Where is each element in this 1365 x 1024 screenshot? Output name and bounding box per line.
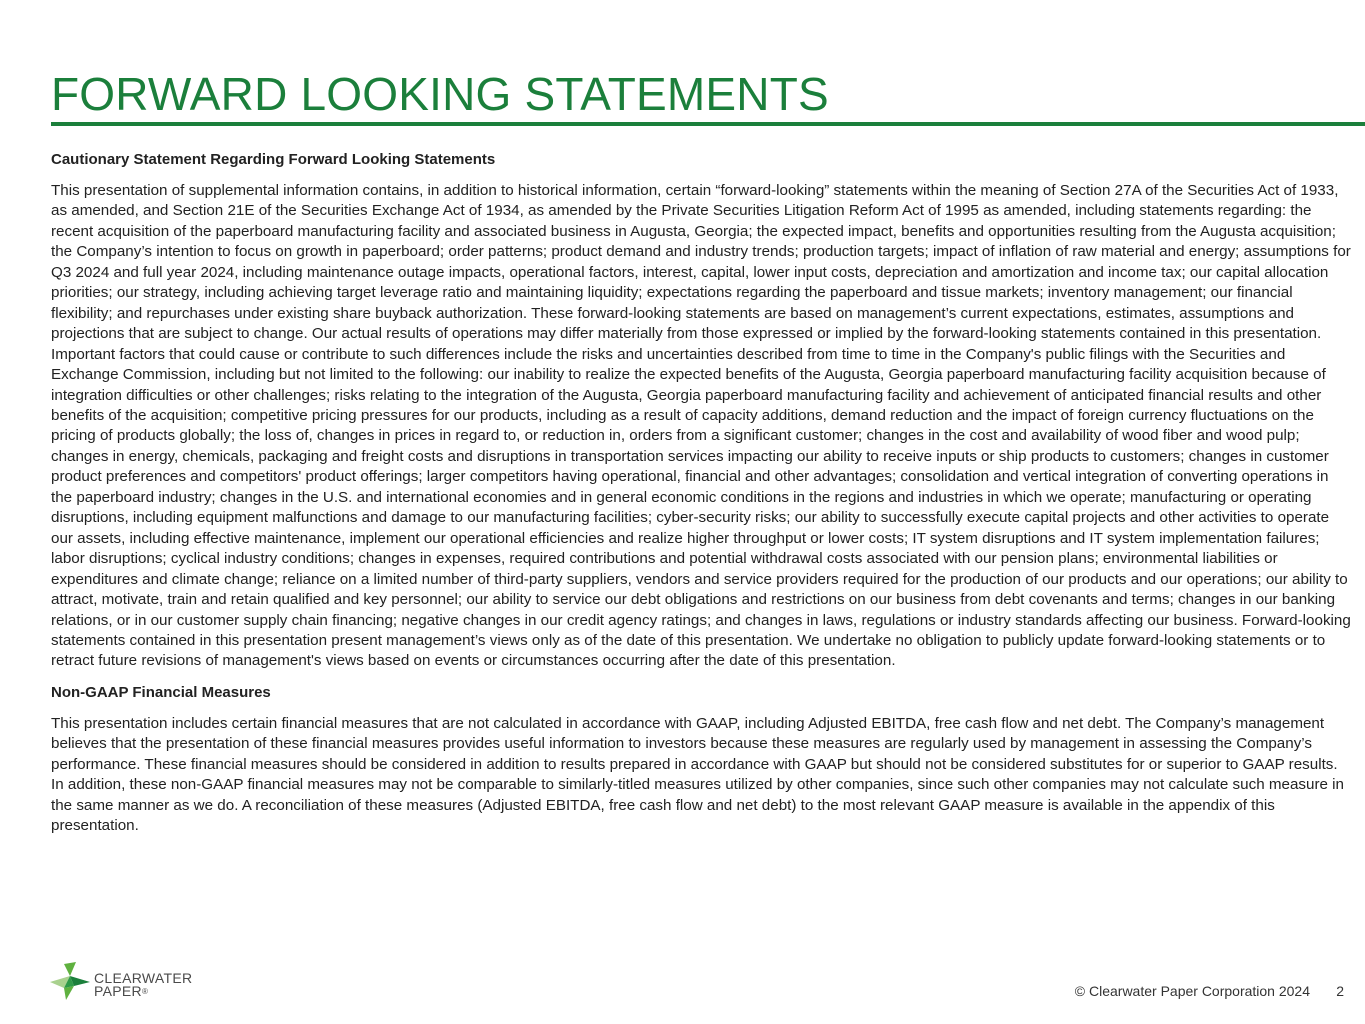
registered-mark: ® [141,987,149,996]
logo-line-1: CLEARWATER [94,970,193,986]
cautionary-paragraph: This presentation of supplemental information contains, in addition to historical information, certain “forward-looking” statements within the meaning of Section 27A of the Securities Act of 1933, as amended, and Section 21E of the Securities Exchange Act of 1934, as amended by the Private Securities Litigation Reform Act of 1995 as amended, including statements regarding: the recent acquisition of the paperboard manufacturing facility and associated business in Augusta, Georgia; the expected impact, benefits and opportunities resulting from the Augusta acquisition; the Company’s intention to focus on growth in paperboard; order patterns; product demand and industry trends; production targets; impact of inflation of raw material and energy; assumptions for Q3 2024 and full year 2024, including maintenance outage impacts, operational factors, interest, capital, lower input costs, depreciation and amortization and income tax; our capital allocation priorities; our strategy, including achieving target leverage ratio and maintaining liquidity; expectations regarding the paperboard and tissue markets; inventory management; our financial flexibility; and repurchases under existing share buyback authorization. These forward-looking statements are based on management’s current expectations, estimates, assumptions and projections that are subject to change. Our actual results of operations may differ materially from those expressed or implied by the forward-looking statements contained in this presentation. Important factors that could cause or contribute to such differences include the risks and uncertainties described from time to time in the Company's public filings with the Securities and Exchange Commission, including but not limited to the following: our inability to realize the expected benefits of the Augusta, Georgia paperboard manufacturing facility acquisition because of integration difficulties or other challenges; risks relating to the integration of the Augusta, Georgia paperboard manufacturing facility and achievement of anticipated financial results and other benefits of the acquisition; competitive pricing pressures for our products, including as a result of capacity additions, demand reduction and the impact of foreign currency fluctuations on the pricing of products globally; the loss of, changes in prices in regard to, or reduction in, orders from a significant customer; changes in the cost and availability of wood fiber and wood pulp; changes in energy, chemicals, packaging and freight costs and disruptions in transportation services impacting our ability to receive inputs or ship products to customers; changes in customer product preferences and competitors' product offerings; larger competitors having operational, financial and other advantages; consolidation and vertical integration of converting operations in the paperboard industry; changes in the U.S. and international economies and in general economic conditions in the regions and industries in which we operate; manufacturing or operating disruptions, including equipment malfunctions and damage to our manufacturing facilities; cyber-security risks; our ability to successfully execute capital projects and other activities to operate our assets, including effective maintenance, implement our operational efficiencies and realize higher throughput or lower costs; IT system disruptions and IT system implementation failures; labor disruptions; cyclical industry conditions; changes in expenses, required contributions and potential withdrawal costs associated with our pension plans; environmental liabilities or expenditures and climate change; reliance on a limited number of third-party suppliers, vendors and service providers required for the production of our products and our operations; our ability to attract, motivate, train and retain qualified and key personnel; our ability to service our debt obligations and restrictions on our business from debt covenants and terms; changes in our banking relations, or in our customer supply chain financing; negative changes in our credit agency ratings; and changes in laws, regulations or industry standards affecting our business. Forward-looking statements contained in this presentation present management’s views only as of the date of this presentation. We undertake no obligation to publicly update forward-looking statements or to retract future revisions of management's views based on events or circumstances occurring after the date of this presentation. [51,182,1351,670]
title-divider [51,122,1365,126]
slide-title: FORWARD LOOKING STATEMENTS [51,68,829,120]
slide-content [51,150,1351,848]
logo-wordmark [94,972,192,998]
page-number: 2 [1336,983,1344,999]
non-gaap-paragraph: This presentation includes certain financial measures that are not calculated in accordance with GAAP, including Adjusted EBITDA, free cash flow and net debt. The Company’s management believes that the presentation of these financial measures provides useful information to investors because these measures are regularly used by management in assessing the Company’s performance. These financial measures should be considered in addition to results prepared in accordance with GAAP but should not be considered substitutes for or superior to GAAP results. In addition, these non-GAAP financial measures may not be comparable to similarly-titled measures utilized by other companies, since such other companies may not calculate such measure in the same manner as we do. A reconciliation of these measures (Adjusted EBITDA, free cash flow and net debt) to the most relevant GAAP measure is available in the appendix of this presentation. [51,714,1344,835]
logo-line-2: PAPER® [94,983,149,999]
cautionary-heading: Cautionary Statement Regarding Forward Looking Statements [51,151,496,168]
clearwater-leaf-icon [46,960,92,1002]
copyright-notice: © Clearwater Paper Corporation 2024 [1074,983,1310,999]
company-logo [46,960,206,1004]
non-gaap-heading: Non-GAAP Financial Measures [51,683,271,701]
